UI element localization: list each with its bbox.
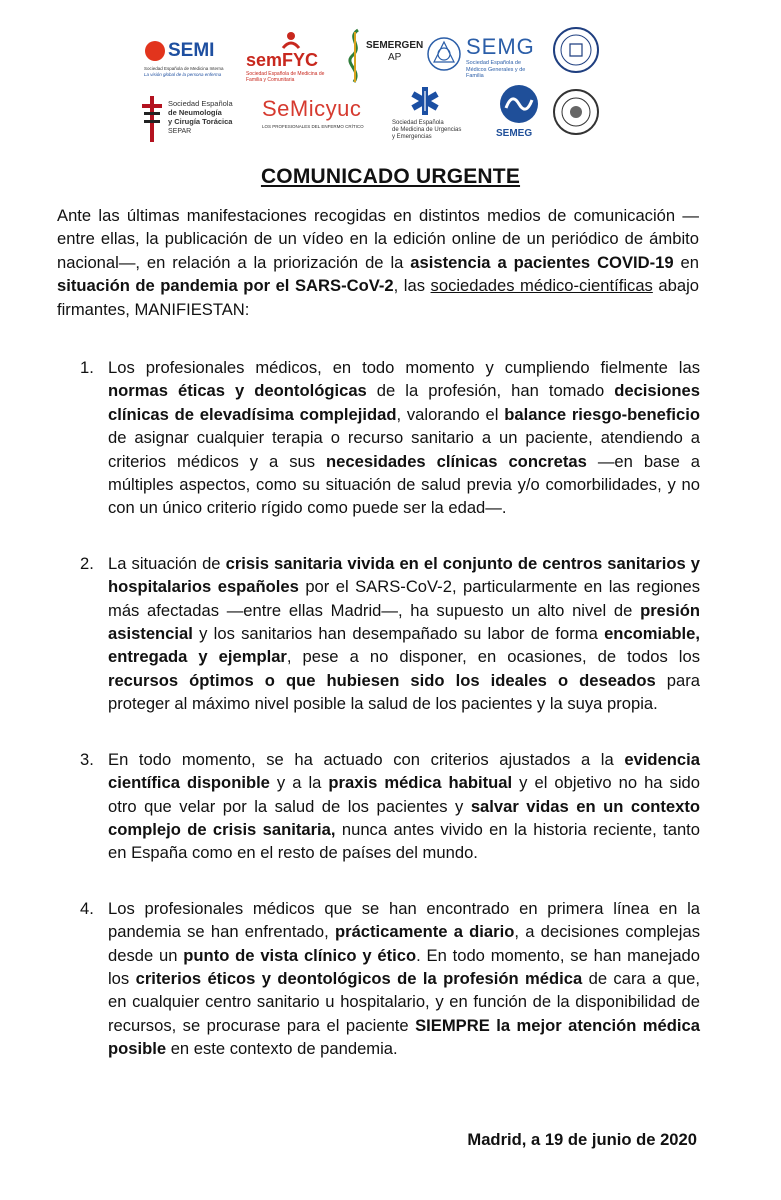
statement-segment: recursos óptimos o que hubiesen sido los ideales o deseados: [108, 670, 656, 690]
statement-segment: Los profesionales médicos, en todo momento y cumpliendo fielmente las: [108, 358, 700, 377]
semfyc-logo: [246, 30, 336, 90]
semg-subtitle: Sociedad Española de Médicos Generales y de Familia: [466, 60, 526, 79]
semi-circle-icon: [144, 40, 166, 62]
seal-emblem-icon: [552, 26, 600, 74]
semergen-logo: [342, 26, 422, 90]
semes-line2: de Medicina de Urgencias: [392, 127, 462, 133]
statement-number: 3.: [80, 749, 94, 769]
statement-item: [80, 356, 700, 520]
semfyc-subtitle: Sociedad Española de Medicina de Familia y Comunitaria: [246, 71, 325, 83]
intro-segment: sociedades médico-científicas: [430, 276, 653, 296]
semi-name: SEMI: [168, 40, 215, 61]
statement-segment: En todo momento, se ha actuado con criterios ajustados a la: [108, 749, 625, 769]
statement-segment: presión asistencial: [108, 600, 700, 644]
statement-segment: SIEMPRE la mejor atención médica posible: [108, 1015, 700, 1059]
statement-segment: crisis sanitaria vivida en el conjunto de centros sanitarios y hospitalarios españoles: [108, 553, 700, 597]
intro-segment: Ante las últimas manifestaciones recogidas en distintos medios de comunicación —entre ellas, la publicación de un vídeo en la edición online de un periódico de ámbito nacional—, en relación a la priorización de la: [57, 206, 699, 272]
semg-name: SEMG: [466, 34, 535, 59]
statement-segment: de asignar cualquier terapia o recurso sanitario a un paciente, atendiendo a criterios médicos y a sus: [108, 428, 700, 471]
statement-segment: salvar vidas en un contexto complejo de crisis sanitaria,: [108, 796, 701, 839]
separ-line1: Sociedad Española: [168, 99, 233, 108]
statement-number: 2.: [80, 553, 94, 573]
statement-segment: Los profesionales médicos que se han encontrado en primera línea en la pandemia se han enfrentado,: [108, 898, 700, 942]
statement-segment: de la profesión, han tomado: [366, 381, 615, 401]
semicyuc-name: SeMicyuc: [262, 96, 362, 121]
separ-line3: y Cirugía Torácica: [168, 117, 233, 126]
statement-segment: , a decisiones complejas desde un: [108, 922, 700, 965]
semg-emblem-icon: [426, 36, 462, 72]
statement-segment: en este contexto de pandemia.: [166, 1039, 398, 1059]
semg-logo: [426, 30, 546, 80]
semes-logo: [392, 86, 482, 148]
statement-segment: prácticamente a diario: [334, 922, 515, 942]
page-title: COMUNICADO URGENTE: [260, 165, 521, 188]
semeg-logo: [492, 84, 548, 146]
semi-subtitle: Sociedad Española de Medicina Interna: [144, 66, 224, 71]
statement-segment: decisiones clínicas de elevadísima complejidad: [108, 381, 700, 424]
statement-segment: balance riesgo-beneficio: [504, 404, 700, 424]
statement-segment: —en base a múltiples aspectos, como su situación de salud previa y/o comorbilidades, y no con un único criterio rígido como puede ser la edad—.: [108, 451, 701, 518]
semes-line1: Sociedad Española: [392, 120, 444, 126]
semfyc-figure-icon: [280, 30, 302, 50]
statement-list: [80, 356, 700, 1093]
star-of-life-icon: [410, 86, 440, 116]
statement-segment: , pese a no disponer, en ocasiones, de todos los: [286, 647, 700, 667]
statement-segment: por el SARS-CoV-2, particularmente en las regiones más afectadas —entre ellas Madrid—, ha supuesto un alto nivel de: [108, 577, 701, 620]
semergen-name: SEMERGEN: [366, 40, 424, 51]
intro-segment: , las: [393, 276, 431, 296]
separ-line2: de Neumología: [168, 108, 222, 117]
semeg-emblem-icon: [496, 84, 542, 124]
statement-segment: necesidades clínicas concretas: [326, 451, 587, 471]
statement-segment: , valorando el: [396, 404, 505, 424]
separ-logo: [140, 96, 260, 146]
semes-line3: y Emergencias: [392, 134, 432, 140]
intro-segment: en: [673, 252, 699, 272]
statement-segment: encomiable, entregada y ejemplar: [108, 624, 700, 667]
intro-segment: situación de pandemia por el SARS-CoV-2: [57, 276, 394, 296]
statement-segment: evidencia científica disponible: [108, 749, 700, 793]
statement-segment: de cara a que, en cualquier centro sanitario u hospitalario, y en función de la disponibilidad de recursos, se procurase para el paciente: [108, 968, 700, 1035]
statement-item: [80, 748, 700, 865]
statement-segment: normas éticas y deontológicas: [108, 381, 367, 401]
semicyuc-subtitle: LOS PROFESIONALES DEL ENFERMO CRÍTICO: [262, 124, 364, 129]
statement-number: 4.: [80, 898, 94, 918]
statement-segment: criterios éticos y deontológicos de la profesión médica: [135, 968, 583, 988]
statement-segment: y los sanitarios han desempañado su labor de forma: [192, 624, 605, 644]
semi-logo: [140, 38, 240, 84]
statement-segment: nunca antes vivido en la historia reciente, tanto en España como en el resto de países del mundo.: [108, 819, 701, 863]
statement-segment: y a la: [269, 773, 329, 793]
statement-item: [80, 552, 700, 716]
intro-paragraph: [57, 204, 699, 321]
semeg-name: SEMEG: [496, 128, 533, 139]
separ-cross-icon: [142, 96, 162, 142]
separ-line4: SEPAR: [168, 128, 192, 135]
academy-seal-icon: [552, 88, 600, 136]
semicyuc-logo: [262, 92, 374, 136]
statement-item: [80, 897, 700, 1061]
statement-segment: La situación de: [108, 553, 226, 573]
signature-date: Madrid, a 19 de junio de 2020: [467, 1130, 697, 1149]
statement-segment: para proteger al máximo nivel posible la salud de los pacientes y la suya propia.: [108, 670, 700, 714]
semfyc-name: semFYC: [246, 50, 319, 70]
statement-segment: punto de vista clínico y ético: [183, 945, 417, 965]
semergen-serpent-icon: [342, 28, 368, 84]
statement-segment: y el objetivo no ha sido otro que velar por la salud de los pacientes y: [108, 773, 700, 816]
intro-segment: asistencia a pacientes COVID-19: [410, 252, 674, 272]
logo-strip: [140, 22, 610, 150]
semi-tagline: La visión global de la persona enferma: [144, 72, 222, 77]
intro-segment: abajo firmantes, MANIFIESTAN:: [57, 276, 699, 319]
statement-segment: praxis médica habitual: [328, 773, 513, 793]
semergen-suffix: AP: [388, 52, 402, 63]
statement-segment: . En todo momento, se han manejado los: [108, 945, 701, 988]
statement-number: 1.: [80, 358, 94, 377]
